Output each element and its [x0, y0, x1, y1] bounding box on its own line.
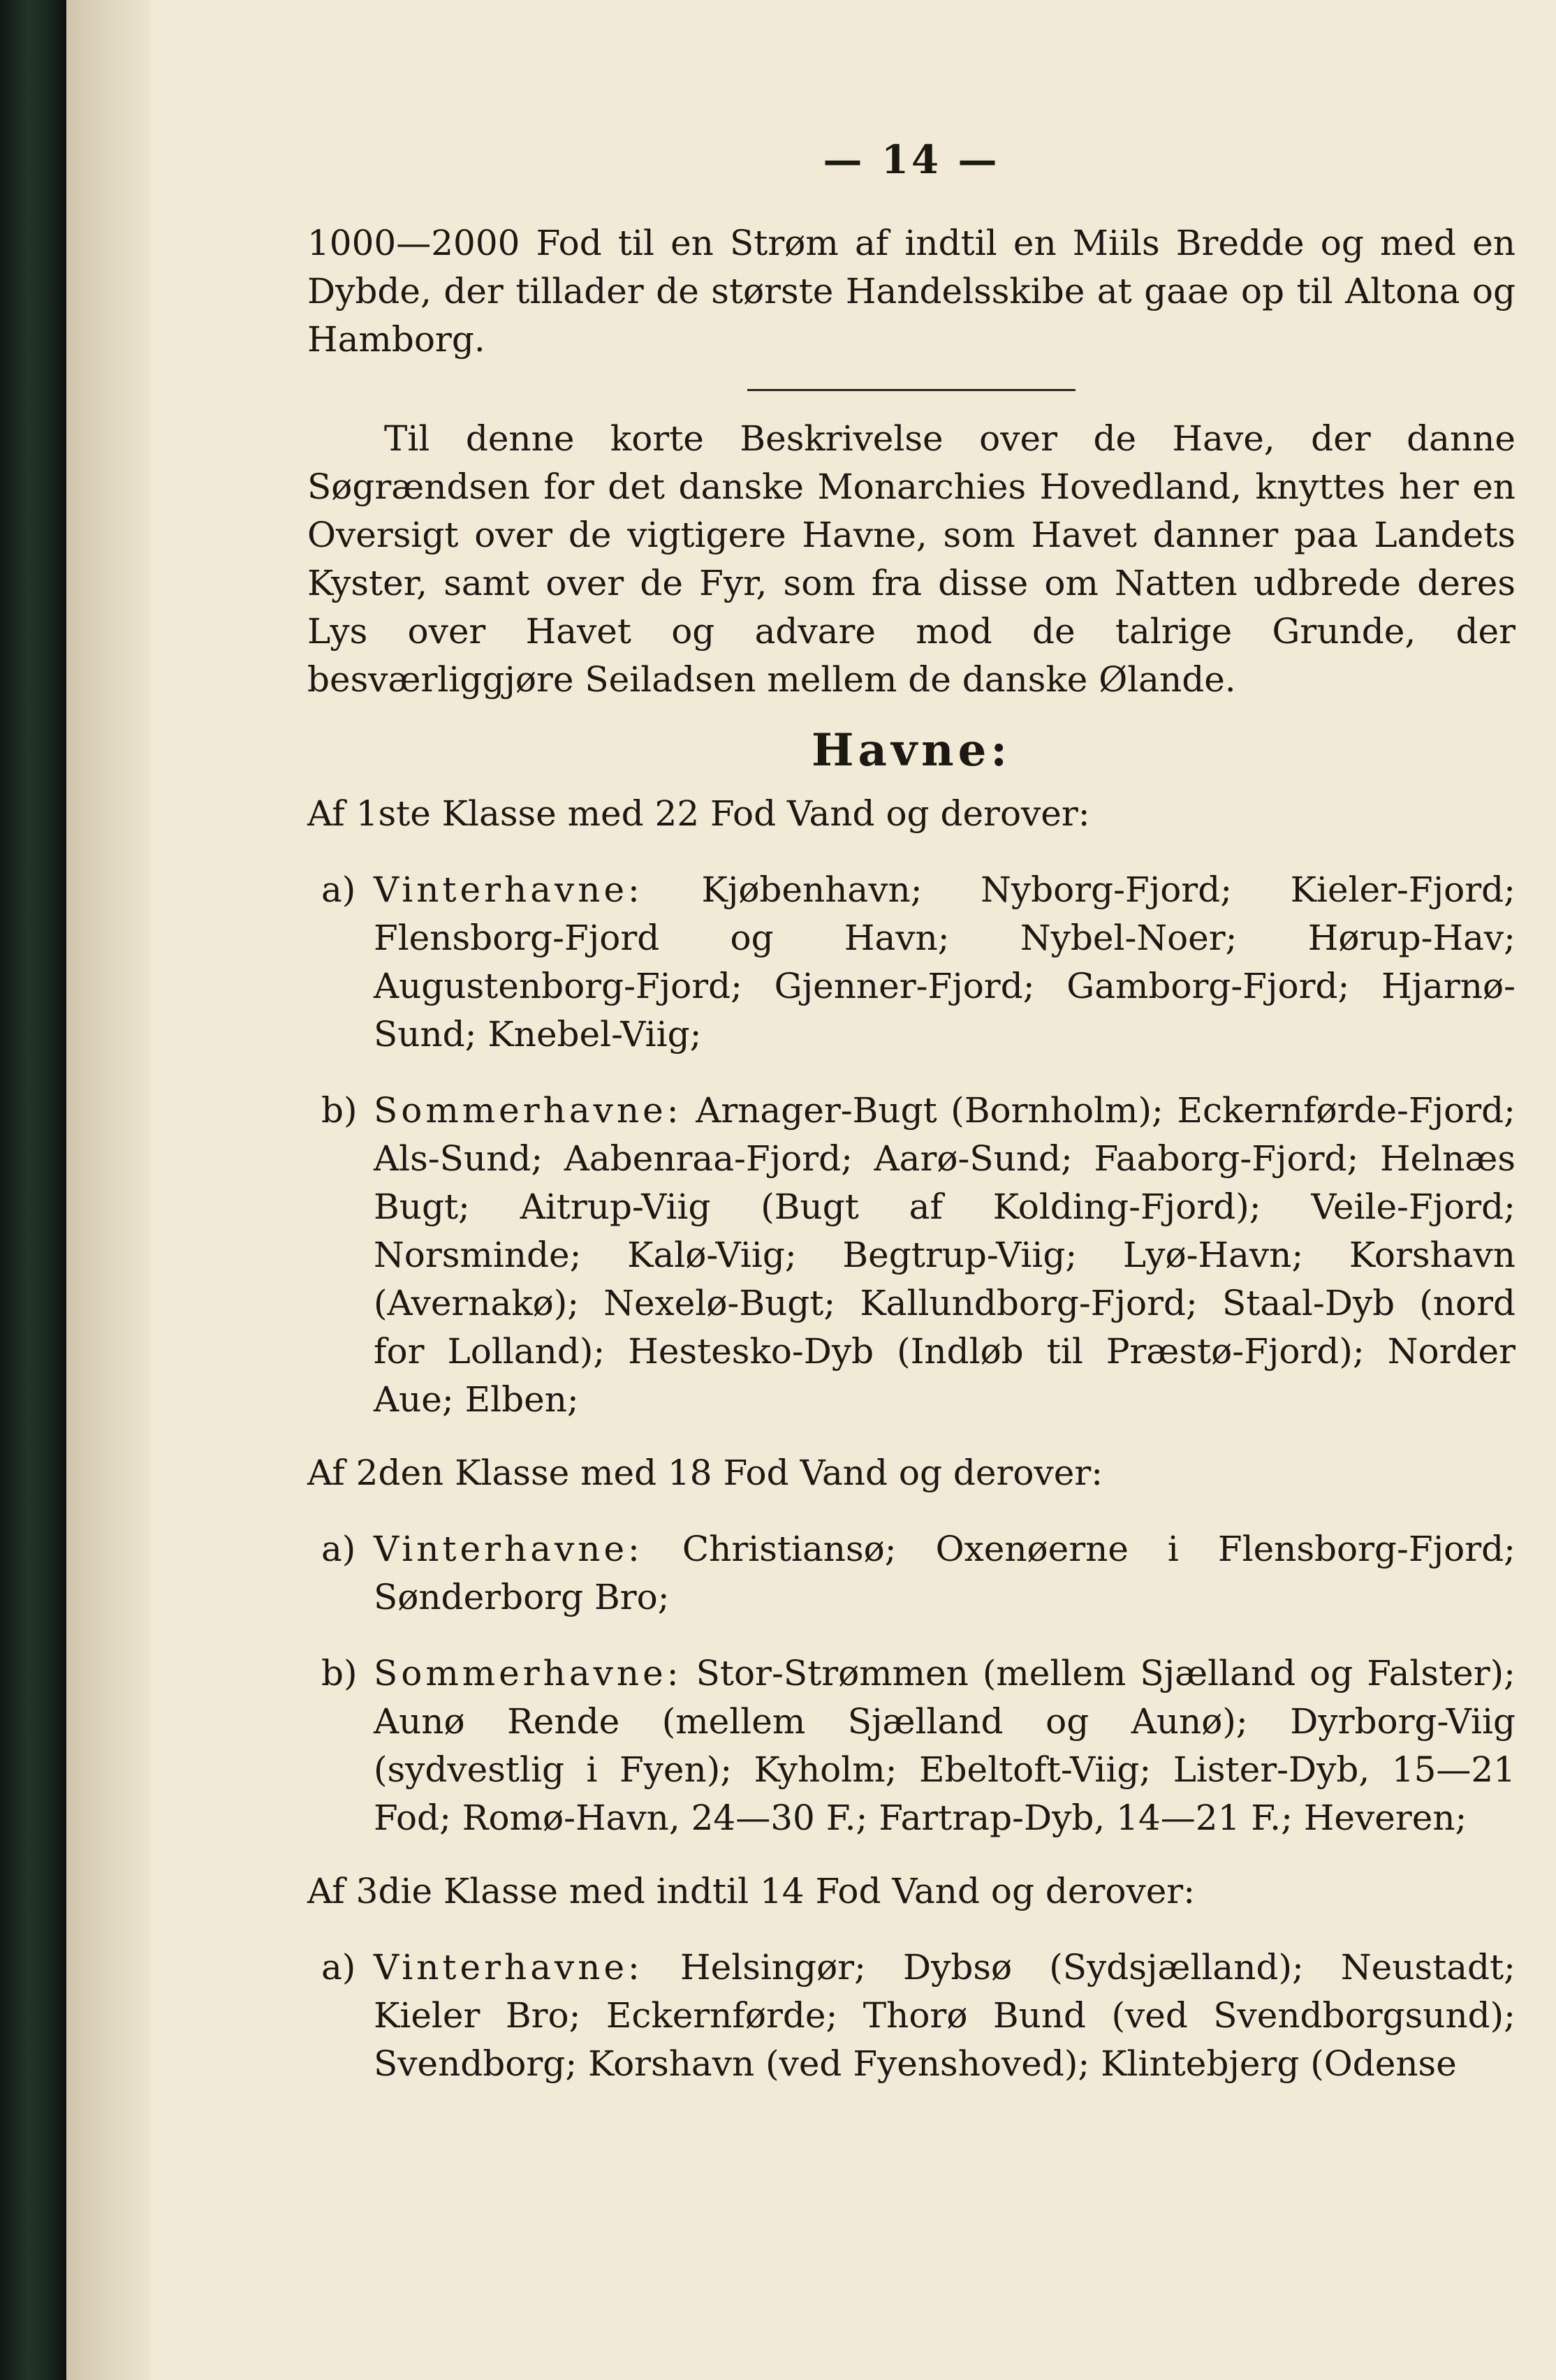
book-binding [0, 0, 66, 2380]
overview-paragraph: Til denne korte Beskrivelse over de Have, der danne Søgrændsen for det danske Monarchies Hovedland, knyttes her en Oversigt over de vigtigere Havne, som Havet danner paa Landets Kyster, samt over de Fyr, som fra disse om Natten udbrede deres Lys over Havet og advare mod de talrige Grunde, der besværliggjøre Seiladsen mellem de danske Ølande. [307, 418, 1515, 700]
entry-kind: Vinterhavne: [374, 1947, 643, 1988]
entry-kind: Vinterhavne: [374, 869, 643, 910]
section-divider [747, 389, 1076, 391]
text-block [307, 136, 1515, 2088]
entry-marker: b) [321, 1090, 358, 1131]
entry-kind: Sommerhavne: [374, 1090, 682, 1131]
entry-text: Helsingør; Dybsø (Sydsjælland); Neustadt; Kieler Bro; Eckernførde; Thorø Bund (ved Svendborgsund); Svendborg; Korshavn (ved Fyenshoved); Klintebjerg (Odense [374, 1947, 1515, 2084]
class-2-heading: Af 2den Klasse med 18 Fod Vand og derover: [307, 1453, 1103, 1493]
entry-text: Arnager-Bugt (Bornholm); Eckernførde-Fjord; Als-Sund; Aabenraa-Fjord; Aarø-Sund; Faaborg-Fjord; Helnæs Bugt; Aitrup-Viig (Bugt af Kolding-Fjord); Veile-Fjord; Norsminde; Kalø-Viig; Begtrup-Viig; Lyø-Havn; Korshavn (Avernakø); Nexelø-Bugt; Kallundborg-Fjord; Staal-Dyb (nord for Lolland); Hesteskо-Dyb (Indløb til Præstø-Fjord); Norder Aue; Elben; [374, 1090, 1515, 1420]
page-number: — 14 — [823, 137, 1000, 183]
entry-text: Kjøbenhavn; Nyborg-Fjord; Kieler-Fjord; Flensborg-Fjord og Havn; Nybel-Noer; Hørup-Hav; Augustenborg-Fjord; Gjenner-Fjord; Gamborg-Fjord; Hjarnø-Sund; Knebel-Viig; [374, 869, 1515, 1055]
class-1-entry-a [307, 866, 1515, 1059]
entry-kind: Sommerhavne: [374, 1653, 682, 1694]
page-gutter-shadow [66, 0, 150, 2380]
entry-text: Christiansø; Oxenøerne i Flensborg-Fjord; Sønderborg Bro; [374, 1529, 1515, 1617]
entry-body [374, 1087, 1515, 1424]
entry-marker: a) [321, 1529, 356, 1569]
class-3-entry-a [307, 1944, 1515, 2088]
class-1-entry-b [307, 1087, 1515, 1424]
entry-kind: Vinterhavne: [374, 1529, 643, 1569]
entry-marker: a) [321, 1947, 356, 1988]
class-1-heading: Af 1ste Klasse med 22 Fod Vand og derover: [307, 793, 1090, 834]
intro-paragraph: 1000—2000 Fod til en Strøm af indtil en Miils Bredde og med en Dybde, der tillader de største Handelsskibe at gaae op til Altona og Hamborg. [307, 223, 1515, 360]
entry-marker: b) [321, 1653, 358, 1694]
entry-body [374, 1525, 1515, 1622]
entry-text: Stor-Strømmen (mellem Sjælland og Falster); Aunø Rende (mellem Sjælland og Aunø); Dyrborg-Viig (sydvestlig i Fyen); Kyholm; Ebeltoft-Viig; Lister-Dyb, 15—21 Fod; Romø-Havn, 24—30 F.; Fartrap-Dyb, 14—21 F.; Heveren; [374, 1653, 1515, 1838]
entry-body [374, 1944, 1515, 2088]
class-2-entry-b [307, 1650, 1515, 1842]
havne-heading: Havne: [812, 724, 1011, 777]
entry-marker: a) [321, 869, 356, 910]
entry-body [374, 1650, 1515, 1842]
class-2-entry-a [307, 1525, 1515, 1622]
class-3-heading: Af 3die Klasse med indtil 14 Fod Vand og derover: [307, 1871, 1196, 1911]
entry-body [374, 866, 1515, 1059]
